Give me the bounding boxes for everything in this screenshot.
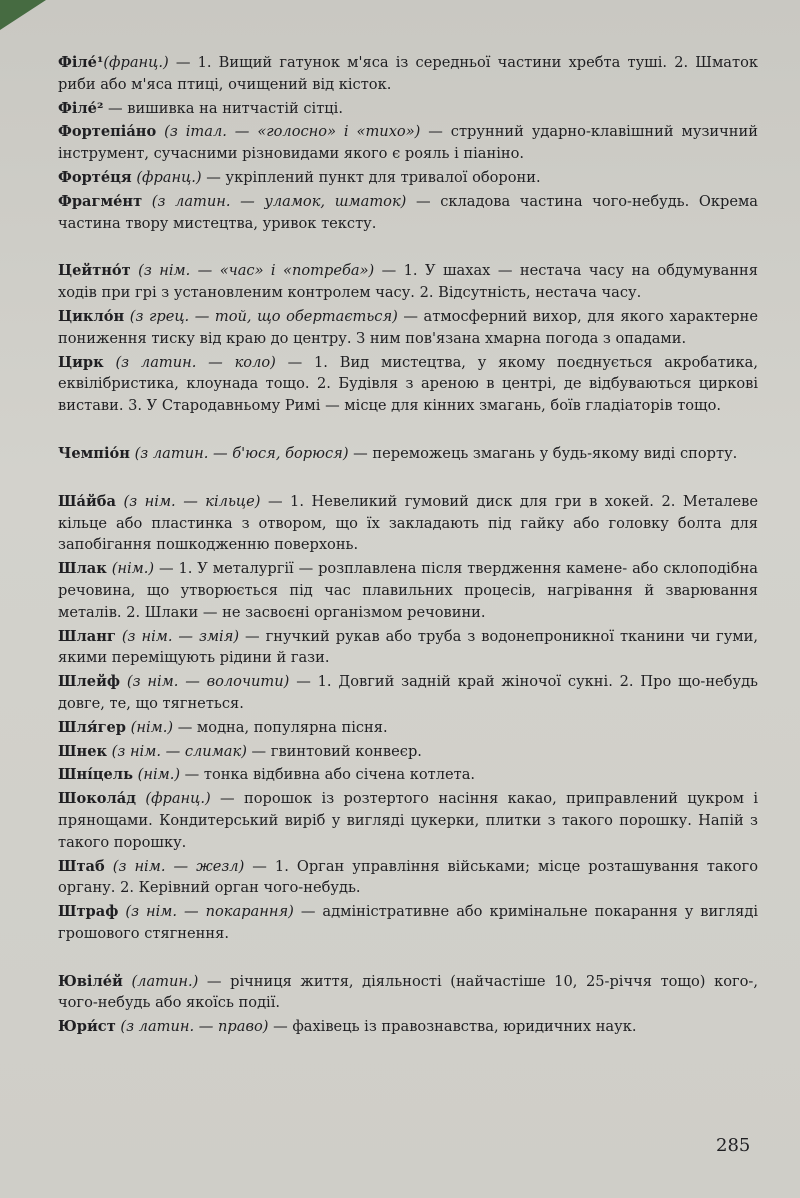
entry-term: Шнек (58, 742, 108, 760)
entry-term: Філе́¹ (58, 54, 104, 71)
entry-term: Ювіле́й (58, 972, 123, 990)
dictionary-entry (58, 443, 758, 465)
entry-origin: (латин.) (122, 972, 199, 990)
entry-term: Штаб (58, 857, 105, 875)
entry-definition: — адміністративне або кримінальне покарання у вигляді грошового стягнення. (58, 903, 758, 942)
entry-origin: (з латин. — право) (115, 1018, 269, 1036)
entry-origin: (з нім. — покарання) (118, 903, 294, 921)
dictionary-entry (58, 626, 758, 670)
entry-definition: — 1. У металургії — розплавлена після твердження камене- або склоподібна речовина, що утворюється під час плавильних процесів, нагрівання й зварювання металів. 2. Шлаки — не засвоєні організмом речовини. (58, 560, 758, 621)
entry-origin: (з нім. — «час» і «потреба») (130, 262, 375, 280)
entry-definition: — 1. Вищий гатунок м'яса із середньої частини хребта туші. 2. Шматок риби або м'яса птиці, очищений від кісток. (58, 54, 758, 93)
entry-definition: — модна, популярна пісня. (173, 718, 388, 736)
entry-term: Фортепіа́но (58, 123, 157, 141)
entry-origin: (нім.) (133, 766, 181, 784)
dictionary-entry (58, 167, 758, 189)
entry-term: Форте́ця (58, 168, 132, 186)
dictionary-entry (58, 52, 758, 96)
dictionary-entry (58, 98, 758, 120)
entry-definition: — атмосферний вихор, для якого характерне пониження тиску від краю до центру. З ним пов'язана хмарна погода з опадами. (58, 307, 758, 347)
entry-term: Філе́² (58, 99, 104, 117)
entry-definition: — укріплений пункт для тривалої оборони. (201, 168, 541, 186)
dictionary-entry (58, 306, 758, 350)
entry-term: Шлак (58, 560, 107, 578)
entry-term: Шланг (58, 627, 116, 645)
group-gap (58, 947, 758, 971)
page-corner (0, 0, 46, 30)
group-gap (58, 236, 758, 260)
dictionary-entry (58, 491, 758, 556)
entry-definition: — порошок із розтертого насіння какао, приправлений цукром і прянощами. Кондитерський виріб у вигляді цукерки, плитки з такого порошку. Напій з такого порошку. (58, 790, 758, 851)
entry-term: Шокола́д (58, 790, 136, 808)
entry-origin: (з латин. — уламок, шматок) (142, 192, 407, 210)
entry-definition: — 1. Орган управління військами; місце розташування такого органу. 2. Керівний орган чого-небудь. (58, 857, 758, 897)
entry-definition: — річниця життя, діяльності (найчастіше 10, 25-річчя тощо) кого-, чого-небудь або якоїсь події. (58, 972, 758, 1012)
entry-term: Штраф (58, 903, 119, 921)
entry-definition: — тонка відбивна або січена котлета. (180, 766, 476, 784)
group-gap (58, 467, 758, 491)
dictionary-entry (58, 121, 758, 165)
dictionary-entry (58, 741, 758, 763)
dictionary-content (58, 52, 758, 1040)
entry-definition: — гвинтовий конвеєр. (246, 742, 422, 760)
entry-term: Ша́йба (58, 492, 116, 510)
entry-origin: (нім.) (106, 560, 155, 578)
dictionary-entry (58, 788, 758, 853)
page-number: 285 (716, 1135, 751, 1156)
entry-origin: (франц.) (136, 790, 211, 808)
entry-term: Цейтно́т (58, 262, 131, 280)
dictionary-entry (58, 1016, 758, 1038)
entry-definition: — 1. Невеликий гумовий диск для гри в хокей. 2. Металеве кільце або пластинка з отвором, що їх закладають під гайку або головку болта для запобігання пошкодженню поверхонь. (58, 492, 758, 554)
entry-origin: (з латин. — б'юся, борюся) (129, 444, 349, 462)
entry-term: Шля́гер (58, 718, 127, 736)
dictionary-entry (58, 260, 758, 304)
dictionary-entry (58, 558, 758, 623)
dictionary-entry (58, 671, 758, 715)
entry-origin: (з нім. — кільце) (115, 492, 261, 510)
entry-definition: — 1. У шахах — нестача часу на обдумування ходів при грі з установленим контролем часу. 2. Відсутність, нестача часу. (58, 262, 758, 302)
entry-term: Юри́ст (58, 1018, 116, 1036)
entry-definition: — складова частина чого-небудь. Окрема частина твору мистецтва, уривок тексту. (58, 192, 759, 232)
entry-definition: — переможець змагань у будь-якому виді спорту. (348, 444, 738, 462)
entry-term: Фрагме́нт (58, 192, 143, 210)
entry-term: Шлейф (58, 673, 121, 691)
dictionary-entry (58, 352, 758, 417)
entry-origin: (з нім. — слимак) (107, 742, 247, 760)
entry-definition: — гнучкий рукав або труба з водонепроникної тканини чи гуми, якими переміщують рідини й гази. (58, 627, 758, 667)
entry-term: Цикло́н (58, 307, 125, 325)
dictionary-entry (58, 764, 758, 786)
entry-definition: — 1. Вид мистецтва, у якому поєднується акробатика, еквілібристика, клоунада тощо. 2. Будівля з ареною в центрі, де відбуваються циркові вистави. 3. У Стародавньому Римі — місце для кінних змагань, боїв гладіаторів тощо. (58, 353, 758, 415)
dictionary-entry (58, 191, 758, 235)
entry-origin: (франц.) (131, 168, 202, 186)
entry-origin: (з нім. — жезл) (104, 857, 245, 875)
entry-origin: (нім.) (126, 718, 174, 736)
entry-origin: (з нім. — змія) (115, 627, 240, 645)
entry-definition: — фахівець із правознавства, юридичних наук. (268, 1018, 637, 1036)
entry-definition: — 1. Довгий задній край жіночої сукні. 2. Про що-небудь довге, те, що тягнеться. (58, 673, 758, 712)
entry-origin: (з нім. — волочити) (120, 673, 290, 691)
entry-origin: (з італ. — «голосно» і «тихо») (156, 123, 421, 141)
entry-term: Чемпіо́н (58, 444, 130, 462)
dictionary-entry (58, 856, 758, 900)
dictionary-entry (58, 971, 758, 1015)
dictionary-entry (58, 717, 758, 739)
entry-definition: — вишивка на нитчастій сітці. (103, 99, 343, 117)
entry-term: Шні́цель (58, 766, 133, 784)
entry-definition: — струнний ударно-клавішний музичний інструмент, сучасними різновидами якого є рояль і піаніно. (58, 123, 758, 163)
dictionary-entry (58, 901, 758, 945)
entry-origin: (з грец. — той, що обертається) (124, 307, 398, 325)
group-gap (58, 419, 758, 443)
entry-term: Цирк (58, 353, 104, 371)
entry-origin: (з латин. — коло) (103, 353, 276, 371)
entry-origin: (франц.) (103, 54, 169, 71)
